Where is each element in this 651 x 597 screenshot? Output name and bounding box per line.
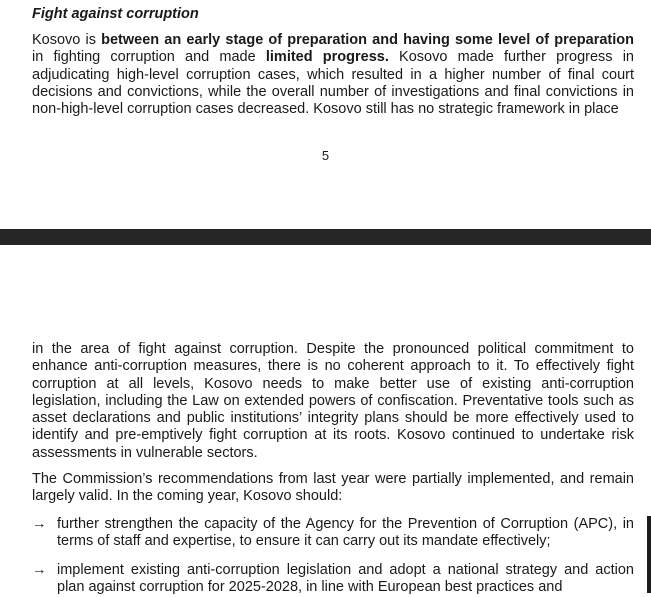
paragraph-assessment	[32, 32, 634, 118]
bold-text-stage: between an early stage of preparation and having some level of preparation	[101, 32, 634, 48]
arrow-icon: →	[32, 516, 47, 532]
document-page-upper	[0, 0, 651, 229]
list-item	[32, 562, 634, 597]
bold-text-progress: limited progress.	[265, 49, 389, 66]
text-run: in fighting corruption and made	[32, 49, 266, 66]
list-item-text: further strengthen the capacity of the Agency for the Prevention of Corruption (APC), in terms of staff and expertise, to ensure it can carry out its mandate effectively;	[57, 516, 634, 550]
section-heading: Fight against corruption	[32, 6, 199, 22]
text-run: Kosovo made further progress in adjudicating high-level corruption cases, which resulted in a higher number of final court decisions and convictions, while the overall number of investigations and final convictions in non-high-level corruption cases decreased. Kosovo still has no strategic framework in place	[32, 49, 634, 118]
text-run: Kosovo is	[32, 32, 102, 48]
scrollbar-thumb[interactable]	[647, 516, 651, 593]
paragraph-continuation: in the area of fight against corruption. Despite the pronounced political commitment to enhance anti-corruption measures, there is no coherent approach to it. To effectively fight corruption at all levels, Kosovo needs to make better use of existing anti-corruption legislation, including the Law on extended powers of confiscation. Preventative tools such as asset declarations and public institutions’ integrity plans should be more effectively used to identify and pre-emptively fight corruption at its roots. Kosovo continued to undertake risk assessments in vulnerable sectors.	[32, 341, 634, 461]
document-page-lower	[0, 245, 651, 596]
list-item-text: implement existing anti-corruption legislation and adopt a national strategy and action plan against corruption for 2025-2028, in line with European best practices and	[57, 562, 634, 596]
arrow-icon: →	[32, 562, 47, 578]
list-item	[32, 516, 634, 551]
page-number: 5	[321, 148, 330, 163]
page-separator	[0, 229, 651, 245]
paragraph-recommendations: The Commission’s recommendations from last year were partially implemented, and remain largely valid. In the coming year, Kosovo should:	[32, 471, 634, 505]
